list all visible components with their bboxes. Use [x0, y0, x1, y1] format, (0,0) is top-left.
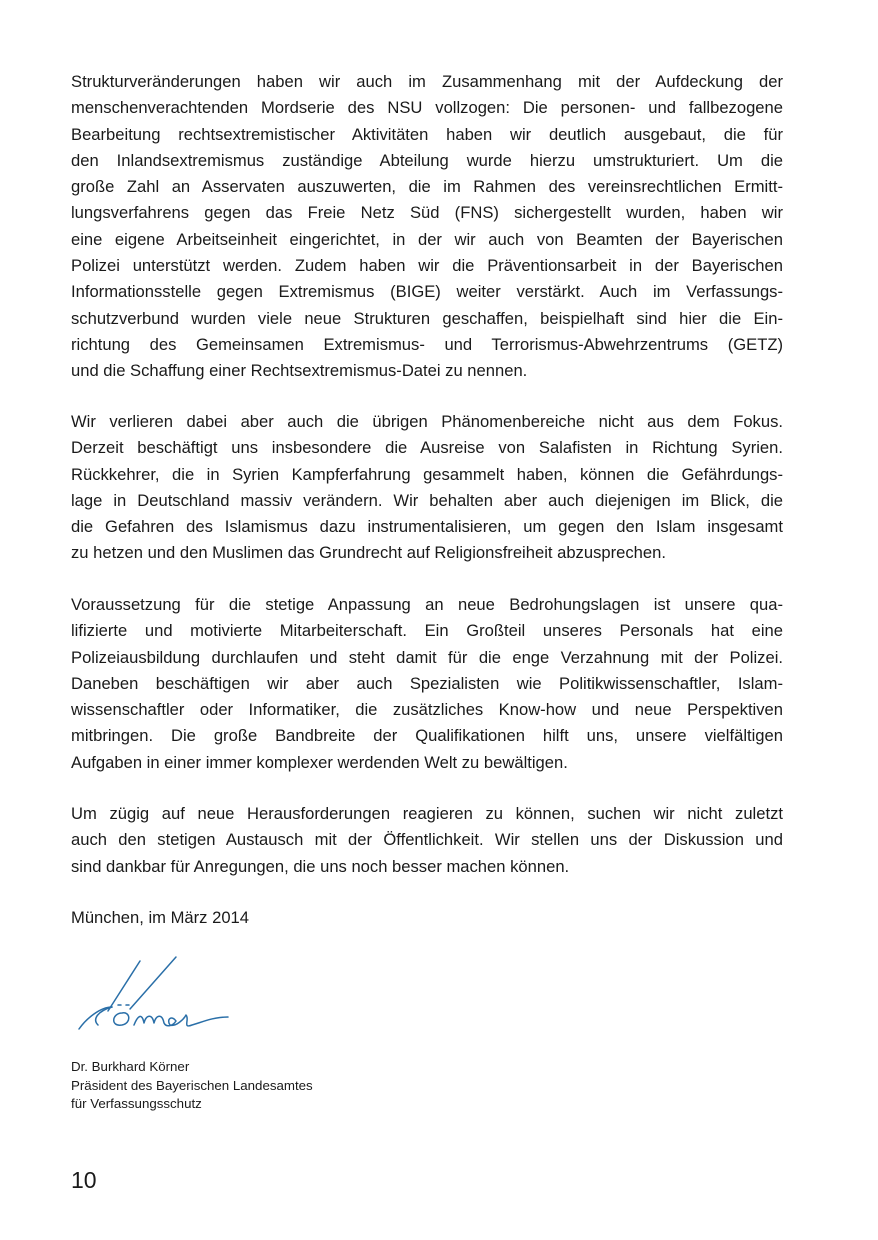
signatory-block	[71, 1058, 313, 1114]
text-line: Wir verlieren dabei aber auch die übrigen Phänomenbereiche nicht aus dem Fokus.	[71, 412, 783, 431]
text-line: lifizierte und motivierte Mitarbeiterschaft. Ein Großteil unseres Personals hat eine	[71, 621, 783, 641]
text-line: eine eigene Arbeitseinheit eingerichtet, in der wir auch von Beamten der Bayerischen	[71, 229, 783, 249]
text-line: sind dankbar für Anregungen, die uns noch besser machen können.	[71, 856, 570, 876]
signatory-title: für Verfassungsschutz	[71, 1096, 202, 1111]
text-line: zu hetzen und den Muslimen das Grundrecht auf Religionsfreiheit abzusprechen.	[71, 543, 666, 563]
text-line: Polizeiausbildung durchlaufen und steht damit für die enge Verzahnung mit der Polizei.	[71, 647, 783, 667]
text-line: den Inlandsextremismus zuständige Abteilung wurde hierzu umstrukturiert. Um die	[71, 150, 783, 170]
page-number: 10	[71, 1167, 97, 1193]
text-line: die Gefahren des Islamismus dazu instrumentalisieren, um gegen den Islam insgesamt	[71, 517, 783, 537]
text-line: schutzverbund wurden viele neue Strukturen geschaffen, beispielhaft sind hier die Ein-	[71, 308, 783, 328]
text-line: wissenschaftler oder Informatiker, die zusätzliches Know-how und neue Perspektiven	[71, 700, 783, 720]
body-paragraph	[71, 409, 783, 567]
body-paragraph	[71, 801, 783, 880]
text-line: mitbringen. Die große Bandbreite der Qualifikationen hilft uns, unsere vielfältigen	[71, 726, 783, 746]
text-line: menschenverachtenden Mordserie des NSU vollzogen: Die personen- und fallbezogene	[71, 98, 783, 118]
text-line: Daneben beschäftigen wir aber auch Spezialisten wie Politikwissenschaftler, Islam-	[71, 673, 783, 693]
text-line: lage in Deutschland massiv verändern. Wir behalten aber auch diejenigen im Blick, die	[71, 490, 783, 510]
signatory-title: Präsident des Bayerischen Landesamtes	[71, 1077, 313, 1093]
body-paragraph	[71, 592, 783, 776]
signatory-name: Dr. Burkhard Körner	[71, 1059, 190, 1074]
body-paragraph	[71, 69, 783, 385]
text-line: Voraussetzung für die stetige Anpassung an neue Bedrohungslagen ist unsere qua-	[71, 595, 783, 614]
text-line: Informationsstelle gegen Extremismus (BIGE) weiter verstärkt. Auch im Verfassungs-	[71, 282, 783, 302]
handwritten-signature	[72, 955, 242, 1035]
text-line: große Zahl an Asservaten auszuwerten, die im Rahmen des vereinsrechtlichen Ermitt-	[71, 177, 783, 197]
text-line: Strukturveränderungen haben wir auch im Zusammenhang mit der Aufdeckung der	[71, 72, 783, 91]
text-line: Um zügig auf neue Herausforderungen reagieren zu können, suchen wir nicht zuletzt	[71, 804, 783, 823]
text-line: und die Schaffung einer Rechtsextremismus-Datei zu nennen.	[71, 361, 528, 381]
text-line: Derzeit beschäftigt uns insbesondere die Ausreise von Salafisten in Richtung Syrien.	[71, 438, 783, 458]
text-line: Bearbeitung rechtsextremistischer Aktivitäten haben wir deutlich ausgebaut, die für	[71, 124, 783, 144]
text-line: lungsverfahrens gegen das Freie Netz Süd (FNS) sichergestellt wurden, haben wir	[71, 203, 783, 223]
text-line: richtung des Gemeinsamen Extremismus- und Terrorismus-Abwehrzentrums (GETZ)	[71, 334, 783, 354]
text-line: Aufgaben in einer immer komplexer werdenden Welt zu bewältigen.	[71, 752, 568, 772]
place-date-line: München, im März 2014	[71, 908, 250, 927]
text-line: Polizei unterstützt werden. Zudem haben wir die Präventionsarbeit in der Bayerischen	[71, 256, 783, 276]
text-line: Rückkehrer, die in Syrien Kampferfahrung gesammelt haben, können die Gefährdungs-	[71, 464, 783, 484]
text-line: auch den stetigen Austausch mit der Öffentlichkeit. Wir stellen uns der Diskussion und	[71, 830, 783, 850]
